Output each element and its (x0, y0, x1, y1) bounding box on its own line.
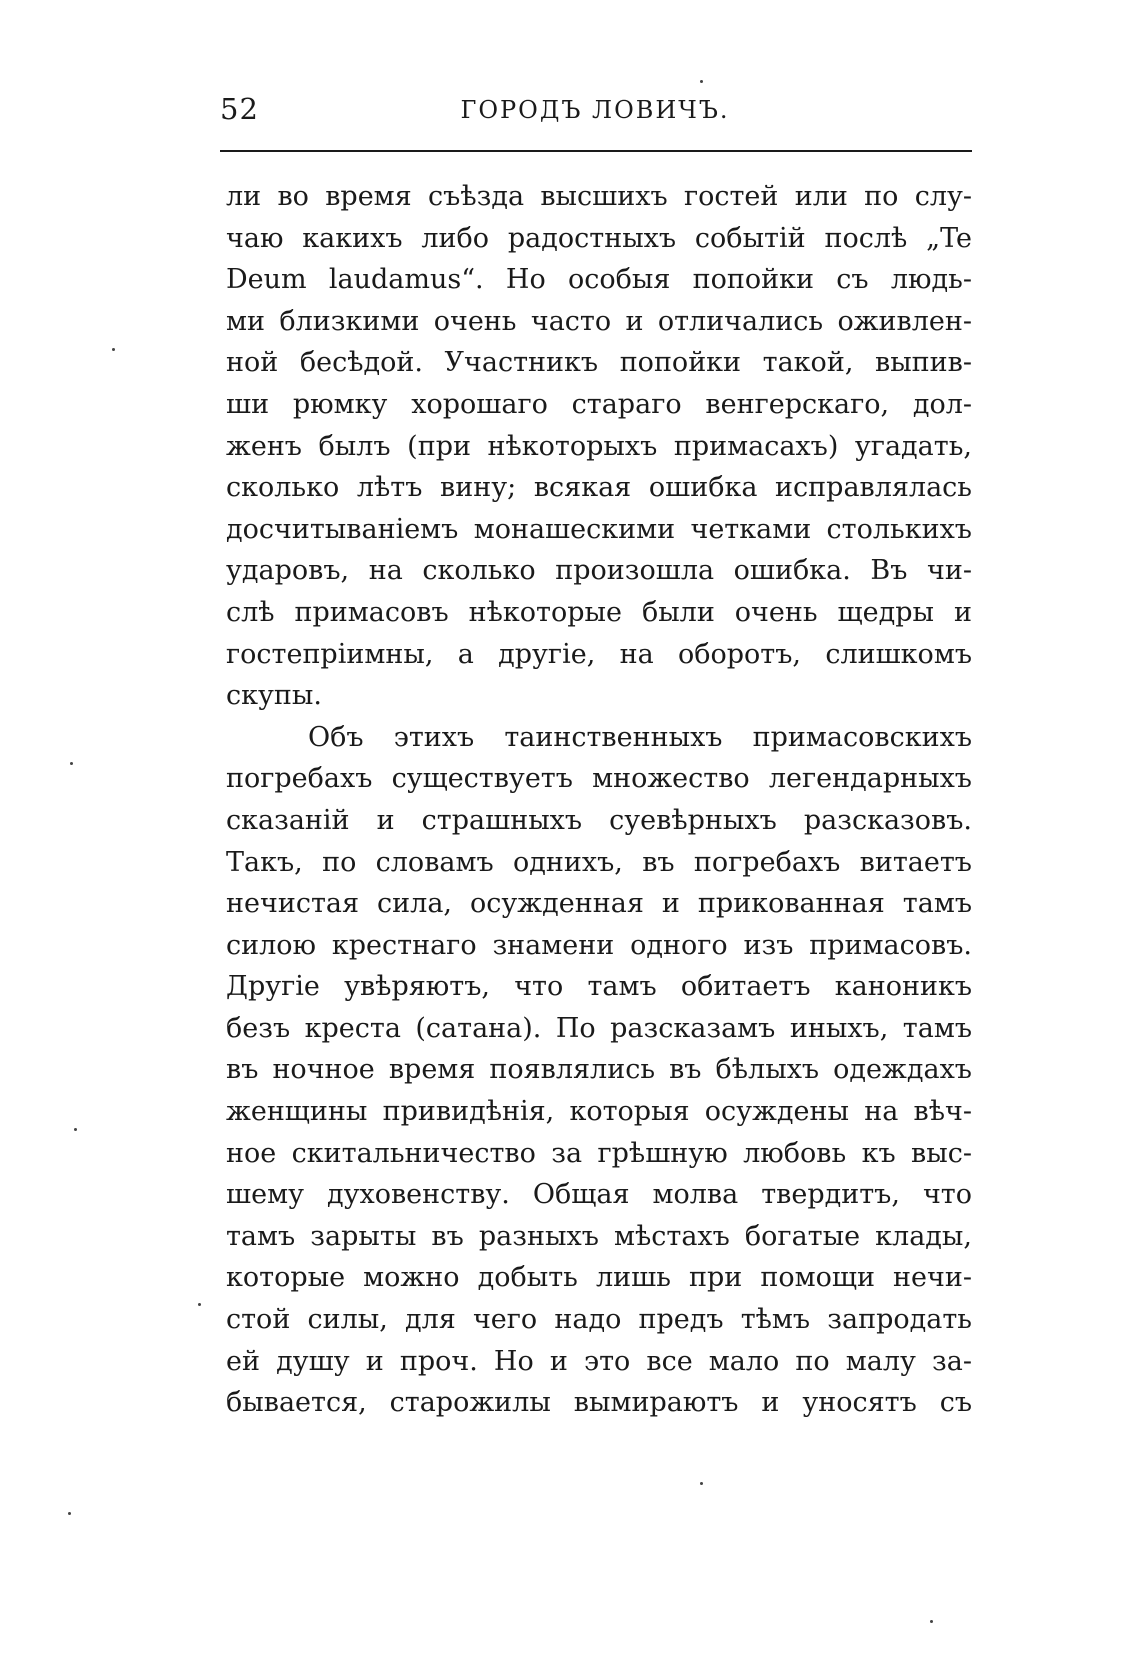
text-line: Объ этихъ таинственныхъ примасовскихъ (308, 721, 972, 753)
text-line: сказаній и страшныхъ суевѣрныхъ разсказовъ. (226, 804, 972, 836)
text-line: которые можно добыть лишь при помощи нечи- (226, 1262, 972, 1294)
text-line: погребахъ существуетъ множество легендарныхъ (226, 763, 972, 795)
text-line: силою крестнаго знамени одного изъ примасовъ. (226, 929, 972, 961)
scan-speck (700, 80, 703, 83)
running-title: ГОРОДЪ ЛОВИЧЪ. (460, 96, 730, 124)
text-line: ли во время съѣзда высшихъ гостей или по слу- (226, 181, 972, 212)
text-line: Другіе увѣряютъ, что тамъ обитаетъ каноникъ (226, 971, 972, 1003)
text-line: ное скитальничество за грѣшную любовь къ выс- (226, 1137, 972, 1169)
header-rule (220, 150, 972, 152)
text-line: ной бесѣдой. Участникъ попойки такой, выпив- (226, 347, 972, 379)
text-line: въ ночное время появлялись въ бѣлыхъ одеждахъ (226, 1054, 972, 1086)
scan-speck (74, 1128, 77, 1131)
scan-speck (930, 1620, 933, 1623)
page-header (220, 92, 970, 132)
text-line: Deum laudamus“. Но особыя попойки съ людь- (226, 264, 972, 296)
text-line: безъ креста (сатана). По разсказамъ иныхъ, тамъ (226, 1012, 972, 1044)
text-line: ей душу и проч. Но и это все мало по малу за- (226, 1345, 972, 1377)
text-line: ударовъ, на сколько произошла ошибка. Въ чи- (226, 555, 972, 587)
text-line: женъ былъ (при нѣкоторыхъ примасахъ) угадать, (226, 430, 972, 462)
text-line: Такъ, по словамъ однихъ, въ погребахъ витаетъ (226, 846, 972, 878)
text-line: ши рюмку хорошаго стараго венгерскаго, дол- (226, 388, 972, 420)
page-number: 52 (220, 92, 259, 126)
text-line: женщины привидѣнія, которыя осуждены на вѣч- (226, 1096, 972, 1128)
text-line: стой силы, для чего надо предъ тѣмъ запродать (226, 1304, 972, 1336)
text-line: бывается, старожилы вымираютъ и уносятъ съ (226, 1387, 972, 1419)
text-line: нечистая сила, осужденная и прикованная тамъ (226, 888, 972, 920)
text-line: сколько лѣтъ вину; всякая ошибка исправлялась (226, 472, 972, 504)
text-line: досчитываніемъ монашескими четками столькихъ (226, 513, 972, 545)
scan-speck (198, 1303, 201, 1306)
paragraph-1 (226, 176, 972, 717)
scan-speck (700, 1482, 703, 1485)
paragraph-2 (226, 717, 972, 1424)
body-text (226, 176, 972, 1424)
scan-speck (68, 1512, 71, 1515)
text-line: чаю какихъ либо радостныхъ событій послѣ „Te (226, 222, 972, 254)
scan-speck (112, 348, 115, 351)
text-line: ми близкими очень часто и отличались оживлен- (226, 305, 972, 337)
text-line: гостепріимны, а другіе, на оборотъ, слишкомъ (226, 638, 972, 670)
text-line: тамъ зарыты въ разныхъ мѣстахъ богатые клады, (226, 1220, 972, 1252)
text-line: шему духовенству. Общая молва твердитъ, что (226, 1179, 972, 1211)
scan-speck (70, 762, 73, 765)
text-line: скупы. (226, 680, 322, 712)
text-line: слѣ примасовъ нѣкоторые были очень щедры и (226, 596, 972, 628)
